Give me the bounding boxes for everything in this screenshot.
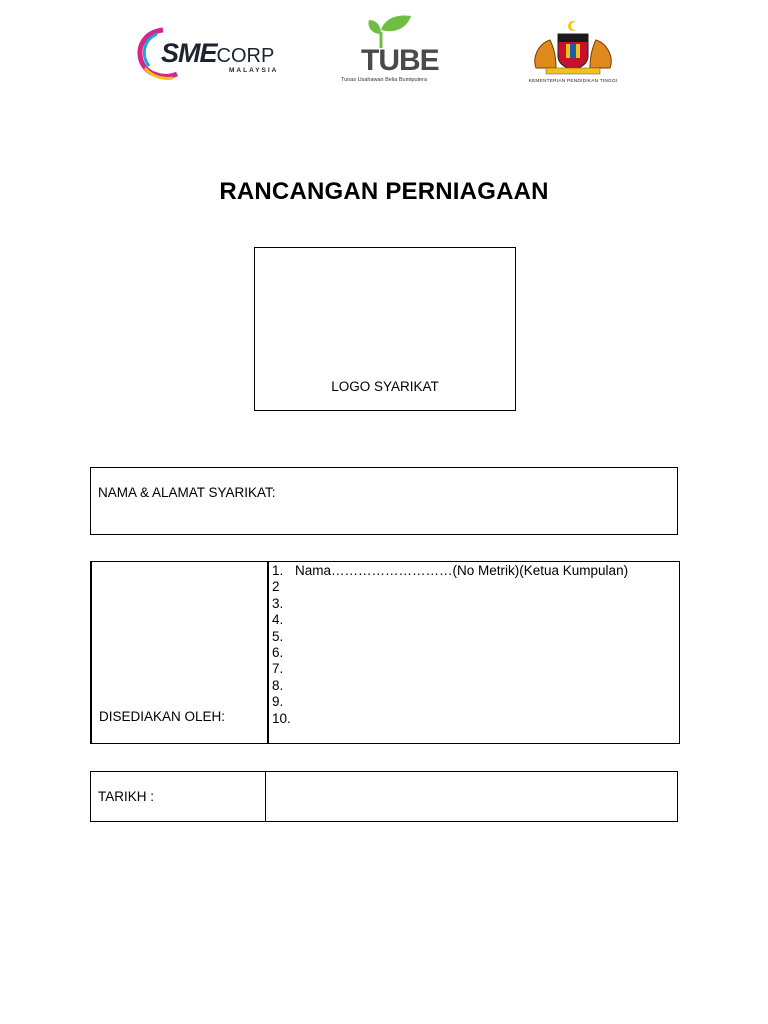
tube-logo <box>337 14 457 86</box>
smecorp-country: MALAYSIA <box>229 67 279 74</box>
company-logo-label: LOGO SYARIKAT <box>331 379 439 394</box>
company-name-address-label: NAMA & ALAMAT SYARIKAT: <box>98 485 276 500</box>
member-row-4[interactable]: 4. <box>272 612 284 628</box>
member-row-5[interactable]: 5. <box>272 628 284 644</box>
tube-tagline: Tunas Usahawan Belia Bumiputera <box>341 77 428 83</box>
tube-wordmark: TUBE <box>361 44 439 77</box>
company-name-address-field[interactable] <box>90 467 678 535</box>
date-value-field[interactable] <box>273 789 673 807</box>
document-title: RANCANGAN PERNIAGAAN <box>219 178 549 205</box>
prepared-by-label: DISEDIAKAN OLEH: <box>99 709 226 724</box>
date-label: TARIKH : <box>98 789 155 804</box>
member-row-1[interactable]: 1. Nama………………………(No Metrik)(Ketua Kumpulan) <box>272 563 629 578</box>
member-row-10[interactable]: 10. <box>272 710 291 726</box>
smecorp-wordmark: SMECORP <box>161 38 275 68</box>
member-row-9[interactable]: 9. <box>272 694 284 710</box>
ministry-caption: KEMENTERIAN PENDIDIKAN TINGGI <box>528 79 618 84</box>
member-row-8[interactable]: 8. <box>272 677 284 693</box>
smecorp-logo <box>133 24 298 84</box>
date-table <box>90 771 678 822</box>
member-row-7[interactable]: 7. <box>272 661 284 677</box>
company-logo-placeholder <box>254 247 516 411</box>
ministry-logo <box>518 18 628 86</box>
member-list <box>272 563 628 727</box>
malaysia-coat-of-arms-icon <box>518 18 628 78</box>
member-row-2[interactable]: 2 <box>272 579 280 595</box>
table-divider <box>265 772 266 821</box>
prepared-by-table <box>90 561 680 744</box>
member-row-6[interactable]: 6. <box>272 644 284 660</box>
table-divider <box>267 562 269 743</box>
member-row-3[interactable]: 3. <box>272 595 284 611</box>
